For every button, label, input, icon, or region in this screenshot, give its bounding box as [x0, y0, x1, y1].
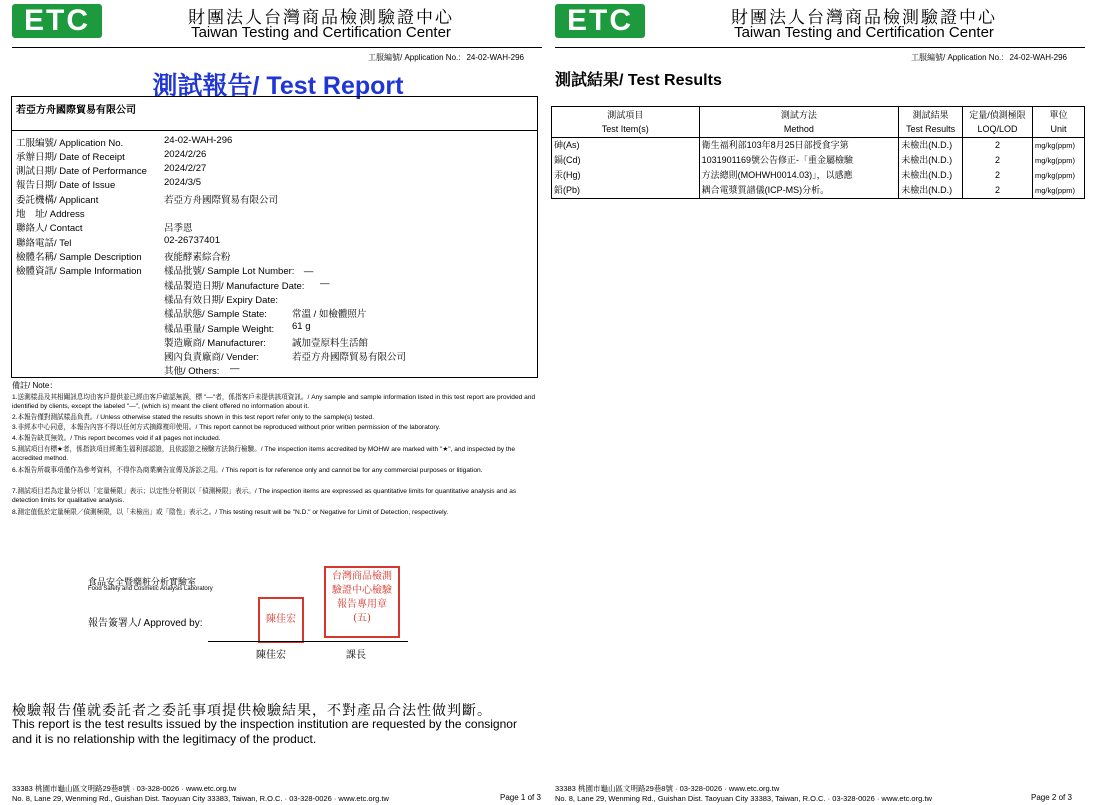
loq-value: 2: [963, 153, 1033, 168]
application-number-label: 工服編號/ Application No.:: [368, 53, 461, 62]
test-result: 未檢出(N.D.): [899, 183, 963, 199]
report-page-2: [551, 0, 1091, 805]
loq-value: 2: [963, 138, 1033, 154]
column-header: 測試方法 Method: [699, 107, 899, 138]
lab-name-en: Food Safety and Cosmetic Analysis Laboratory: [88, 586, 213, 592]
application-number-label: 工服編號/ Application No.:: [911, 53, 1004, 62]
loq-value: 2: [963, 183, 1033, 199]
report-page-1: [8, 0, 548, 805]
org-name-zh: 財團法人台灣商品檢測驗證中心: [188, 8, 454, 28]
sample-info-label: 樣品狀態/ Sample State:: [164, 309, 267, 320]
field-value: 若亞方舟國際貿易有限公司: [164, 195, 279, 206]
footer-address-en: No. 8, Lane 29, Wenming Rd., Guishan Dist. Taoyuan City 33383, Taiwan, R.O.C. · 03-328-0026 · www.etc.org.tw: [555, 794, 932, 803]
sample-info-value: —: [230, 363, 240, 374]
note-item: 1.送測樣品及其相關訊息均由客戶提供並已經由客戶確認無誤，標 "—"者，係指客戶未提供該項資訊。/ Any sample and sample information listed in this test report are provided and identified by clients, except the labeled "—", (which is) meant the client offered no information about it.: [12, 394, 536, 410]
field-label: 報告日期/ Date of Issue: [16, 180, 116, 191]
page-number: Page 1 of 3: [500, 793, 541, 802]
report-info-box: [11, 96, 538, 378]
test-method: 衛生福利部103年8月25日部授食字第 1031901169號公告修正-「重金屬檢驗 方法總則(MOHWH0014.03)」，以感應 耦合電漿質譜儀(ICP-MS)分析。: [699, 138, 899, 199]
sample-info-value: —: [320, 278, 330, 289]
field-label: 承辦日期/ Date of Receipt: [16, 152, 125, 163]
signer-name: 陳佳宏: [256, 650, 286, 661]
box-divider: [12, 130, 537, 131]
field-label: 檢體資訊/ Sample Information: [16, 266, 142, 277]
results-title: 測試結果/ Test Results: [555, 72, 722, 89]
sample-info-value: 常溫 / 如檢體照片: [292, 309, 367, 320]
note-item: 4.本報告缺頁無效。/ This report becomes void if all pages not included.: [12, 435, 221, 442]
application-number-value: 24-02-WAH-296: [466, 53, 524, 62]
sample-info-value: 誠加壹原料生活館: [292, 338, 369, 349]
test-result: 未檢出(N.D.): [899, 168, 963, 183]
etc-logo: ETC: [555, 4, 645, 38]
disclaimer-en: This report is the test results issued by the inspection institution are requested by the consignor and it is no relationship with the legitimacy of the product.: [12, 717, 517, 746]
test-item: 鉛(Pb): [552, 183, 700, 199]
field-value: 24-02-WAH-296: [164, 135, 233, 146]
field-label: 檢體名稱/ Sample Description: [16, 252, 142, 263]
notes-title: 備註/ Note：: [12, 381, 58, 390]
column-header: 定量/偵測極限 LOQ/LOD: [963, 107, 1033, 138]
loq-value: 2: [963, 168, 1033, 183]
column-header: 測試結果 Test Results: [899, 107, 963, 138]
note-item: 5.測試項目有標★者，係指該項目經衛生福利部認證，且依認證之檢驗方法執行檢驗。/ The inspection items accredited by MOHW are marked with "★", and inspected by the accredited method.: [12, 446, 516, 462]
org-name-en: Taiwan Testing and Certification Center: [191, 24, 451, 41]
etc-logo: ETC: [12, 4, 102, 38]
sample-info-label: 國內負責廠商/ Vender:: [164, 352, 260, 363]
field-label: 工服編號/ Application No.: [16, 138, 124, 149]
field-label: 委託機構/ Applicant: [16, 195, 99, 206]
field-value: 2024/3/5: [164, 177, 201, 188]
field-label: 地 址/ Address: [16, 209, 85, 220]
sample-info-label: 樣品重量/ Sample Weight:: [164, 324, 275, 335]
sample-info-label: 製造廠商/ Manufacturer:: [164, 338, 266, 349]
official-seal-line: 台灣商品檢測: [332, 571, 392, 582]
footer-address-en: No. 8, Lane 29, Wenming Rd., Guishan Dist. Taoyuan City 33383, Taiwan, R.O.C. · 03-328-0026 · www.etc.org.tw: [12, 794, 389, 803]
field-value: 夜能酵素綜合粉: [164, 252, 231, 263]
org-name-en: Taiwan Testing and Certification Center: [734, 24, 994, 41]
application-number-value: 24-02-WAH-296: [1009, 53, 1067, 62]
official-seal-line: 報告專用章: [337, 599, 387, 610]
org-name-zh: 財團法人台灣商品檢測驗證中心: [731, 8, 997, 28]
application-number: [851, 52, 1067, 63]
sample-info-value: 61 g: [292, 321, 311, 332]
test-result: 未檢出(N.D.): [899, 153, 963, 168]
page-number: Page 2 of 3: [1031, 793, 1072, 802]
footer-address-zh: 33383 桃園市龜山區文明路29巷8號 · 03-328-0026 · www.etc.org.tw: [12, 784, 237, 793]
field-value: 02-26737401: [164, 235, 220, 246]
signer-seal: 陳佳宏: [258, 597, 304, 643]
test-item: 鎘(Cd): [552, 153, 700, 168]
official-seal-line: (五): [353, 613, 371, 624]
note-item: 3.非經本中心同意，本報告內容不得以任何方式摘錄複印使用。/ This report cannot be reproduced without prior written permission of the laboratory.: [12, 424, 441, 431]
approved-by-label: 報告簽署人/ Approved by:: [88, 618, 203, 629]
client-header: 若亞方舟國際貿易有限公司: [16, 105, 136, 116]
column-header: 測試項目 Test Item(s): [552, 107, 700, 138]
signer-title: 課長: [346, 650, 366, 661]
test-result: 未檢出(N.D.): [899, 138, 963, 154]
field-value: 呂季恩: [164, 223, 193, 234]
test-item: 砷(As): [552, 138, 700, 154]
unit: mg/kg(ppm): [1032, 138, 1084, 154]
test-item: 汞(Hg): [552, 168, 700, 183]
results-table: [551, 106, 1085, 199]
disclaimer-zh: 檢驗報告僅就委託者之委託事項提供檢驗結果，不對產品合法性做判斷。: [12, 703, 492, 719]
header-divider: [555, 47, 1085, 48]
application-number: [308, 52, 524, 63]
field-value: 2024/2/27: [164, 163, 207, 174]
results-header-row: [552, 107, 1085, 138]
note-item: 2.本報告僅對測試樣品負責。/ Unless otherwise stated the results shown in this test report refer only to the sample(s) tested.: [12, 414, 375, 421]
header-divider: [12, 47, 542, 48]
signature-line: [208, 641, 408, 642]
unit: mg/kg(ppm): [1032, 168, 1084, 183]
official-seal: [324, 566, 400, 638]
field-value: 2024/2/26: [164, 149, 207, 160]
sample-info-label: 樣品製造日期/ Manufacture Date:: [164, 281, 305, 292]
field-value: 樣品批號/ Sample Lot Number: —: [164, 266, 314, 277]
note-item: 8.測定值低於定量極限／偵測極限，以「未檢出」或「陰性」表示之。/ This testing result will be "N.D." or Negative for Limit of Detection, respectively.: [12, 509, 449, 516]
field-label: 聯絡人/ Contact: [16, 223, 83, 234]
footer-address-zh: 33383 桃園市龜山區文明路29巷8號 · 03-328-0026 · www.etc.org.tw: [555, 784, 780, 793]
sample-info-label: 其他/ Others:: [164, 366, 220, 377]
official-seal-line: 驗證中心檢驗: [332, 585, 392, 596]
report-title: 測試報告/ Test Report: [152, 72, 404, 100]
column-header: 單位 Unit: [1032, 107, 1084, 138]
unit: mg/kg(ppm): [1032, 183, 1084, 199]
sample-info-value: 若亞方舟國際貿易有限公司: [292, 352, 407, 363]
note-item: 6.本報告所載事項僅作為參考資料，不得作為商業廣告宣傳及訴訟之用。/ This report is for reference only and cannot be for any commercial purposes or litigation.: [12, 467, 483, 474]
table-row: [552, 138, 1085, 154]
unit: mg/kg(ppm): [1032, 153, 1084, 168]
note-item: 7.測試項目若為定量分析以「定量極限」表示；以定性分析則以「偵測極限」表示。/ The inspection items are expressed as quantitative limits for quantitative analysis and as detection limits for qualitative analysis.: [12, 488, 517, 504]
field-label: 聯絡電話/ Tel: [16, 238, 72, 249]
field-label: 測試日期/ Date of Performance: [16, 166, 147, 177]
sample-info-label: 樣品有效日期/ Expiry Date:: [164, 295, 279, 306]
lab-name-zh: 食品安全暨藥粧分析實驗室: [88, 577, 197, 587]
